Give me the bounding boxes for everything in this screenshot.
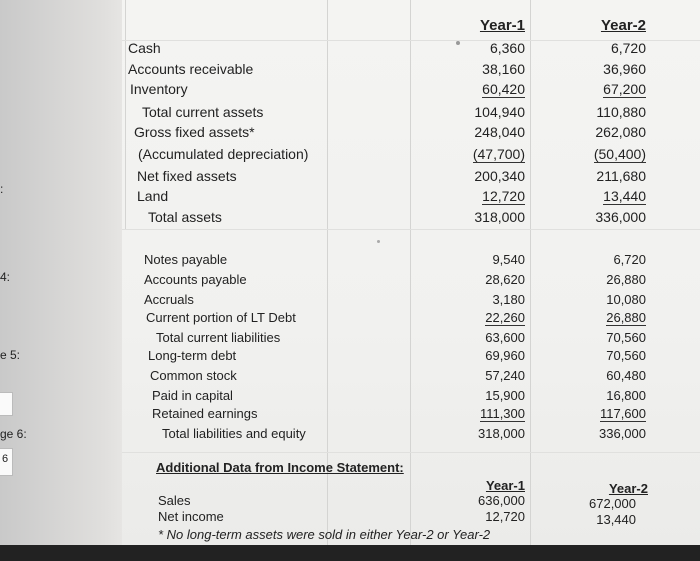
year2-value: 26,880 (606, 310, 646, 325)
year2-value: 672,000 (589, 496, 636, 511)
row-label: Current portion of LT Debt (146, 310, 296, 325)
year1-value: 63,600 (485, 330, 525, 345)
year1-value: 38,160 (482, 61, 525, 77)
row-label: Total assets (148, 209, 222, 225)
table-row[interactable] (122, 188, 700, 208)
year1-value: 111,300 (479, 406, 525, 421)
year2-value: 13,440 (596, 512, 636, 527)
row-label: Inventory (130, 81, 188, 97)
year2-value: 70,560 (606, 348, 646, 363)
year2-value: 13,440 (603, 188, 646, 204)
year2-value: 36,960 (603, 61, 646, 77)
year2-value: 336,000 (599, 426, 646, 441)
row-label: Net income (158, 509, 224, 524)
year1-value: 12,720 (482, 188, 525, 204)
header-row (122, 17, 700, 37)
row-label: Common stock (150, 368, 237, 383)
year2-value: 26,880 (606, 272, 646, 287)
sidebar-label[interactable]: ge 6: (0, 427, 27, 441)
row-label: Notes payable (144, 252, 228, 267)
table-row[interactable] (122, 61, 700, 81)
sidebar-label[interactable]: 6 (2, 453, 9, 465)
table-row[interactable] (122, 40, 700, 60)
year2-value: 60,480 (606, 368, 646, 383)
year2-value: 110,880 (596, 104, 646, 120)
year1-value: 69,960 (485, 348, 525, 363)
year2-value: 336,000 (595, 209, 646, 225)
year2-value: 117,600 (599, 406, 646, 421)
table-row[interactable] (122, 104, 700, 124)
year2-value: 6,720 (610, 40, 646, 56)
row-label: Net fixed assets (137, 168, 237, 184)
sidebar-label[interactable]: : (0, 182, 4, 196)
year1-value: 57,240 (485, 368, 525, 383)
year1-value: 9,540 (492, 252, 525, 267)
row-label: Accruals (144, 292, 194, 307)
row-label: Paid in capital (152, 388, 233, 403)
year2-value: 67,200 (603, 81, 646, 97)
left-panel (0, 0, 122, 545)
sidebar-label[interactable]: e 5: (0, 348, 21, 362)
table-row[interactable] (122, 272, 700, 292)
row-label: Long-term debt (148, 348, 237, 363)
year2-value: 211,680 (596, 168, 646, 184)
row-label: Total liabilities and equity (162, 426, 306, 441)
year1-value: 60,420 (482, 81, 525, 97)
row-label: (Accumulated depreciation) (138, 146, 309, 162)
table-row[interactable] (122, 209, 700, 229)
table-row[interactable] (122, 310, 700, 330)
row-label: Cash (128, 40, 161, 56)
year2-value: 6,720 (613, 252, 646, 267)
year1-header: Year-1 (485, 478, 525, 493)
year2-value: (50,400) (593, 146, 646, 162)
table-row[interactable] (122, 168, 700, 188)
table-row[interactable] (122, 406, 700, 426)
table-row[interactable] (122, 81, 700, 101)
sidebar-box[interactable] (0, 392, 13, 416)
year1-value: 15,900 (485, 388, 525, 403)
table-row[interactable] (122, 509, 700, 529)
table-row[interactable] (122, 146, 700, 166)
table-row[interactable] (122, 252, 700, 272)
year1-value: 200,340 (474, 168, 525, 184)
row-label: Total current liabilities (156, 330, 281, 345)
row-label: Accounts receivable (128, 61, 254, 77)
table-row[interactable] (122, 348, 700, 368)
year1-value: 318,000 (478, 426, 525, 441)
year1-value: 6,360 (489, 40, 525, 56)
year1-value: 3,180 (492, 292, 525, 307)
year1-value: 636,000 (478, 493, 525, 508)
table-row[interactable] (122, 330, 700, 350)
table-row[interactable] (122, 368, 700, 388)
year1-header: Year-1 (479, 17, 525, 34)
year1-value: 248,040 (474, 124, 525, 140)
year2-value: 10,080 (606, 292, 646, 307)
row-label: Accounts payable (144, 272, 247, 287)
year2-header: Year-2 (600, 17, 646, 34)
grid-line (122, 229, 700, 230)
table-row[interactable] (122, 124, 700, 144)
table-row[interactable] (122, 388, 700, 408)
row-label: Retained earnings (152, 406, 258, 421)
year2-value: 70,560 (606, 330, 646, 345)
year2-value: 16,800 (606, 388, 646, 403)
year1-value: 318,000 (474, 209, 525, 225)
year1-value: 12,720 (485, 509, 525, 524)
grid-line (122, 452, 700, 453)
footnote: * No long-term assets were sold in either Year-2 or Year-2 (158, 527, 491, 542)
spreadsheet (122, 0, 700, 545)
year2-header: Year-2 (608, 481, 648, 496)
income-statement-title: Additional Data from Income Statement: (156, 460, 404, 475)
row-label: Sales (158, 493, 191, 508)
bottom-bar (0, 545, 700, 561)
row-label: Gross fixed assets* (134, 124, 255, 140)
row-label: Total current assets (142, 104, 264, 120)
cursor-mark (377, 240, 380, 243)
year1-value: (47,700) (472, 146, 525, 162)
year1-value: 22,260 (485, 310, 525, 325)
table-row[interactable] (122, 292, 700, 312)
year1-value: 28,620 (485, 272, 525, 287)
sidebar-label[interactable]: 4: (0, 270, 11, 284)
year1-value: 104,940 (474, 104, 525, 120)
row-label: Land (137, 188, 169, 204)
table-row[interactable] (122, 426, 700, 446)
year2-value: 262,080 (595, 124, 646, 140)
